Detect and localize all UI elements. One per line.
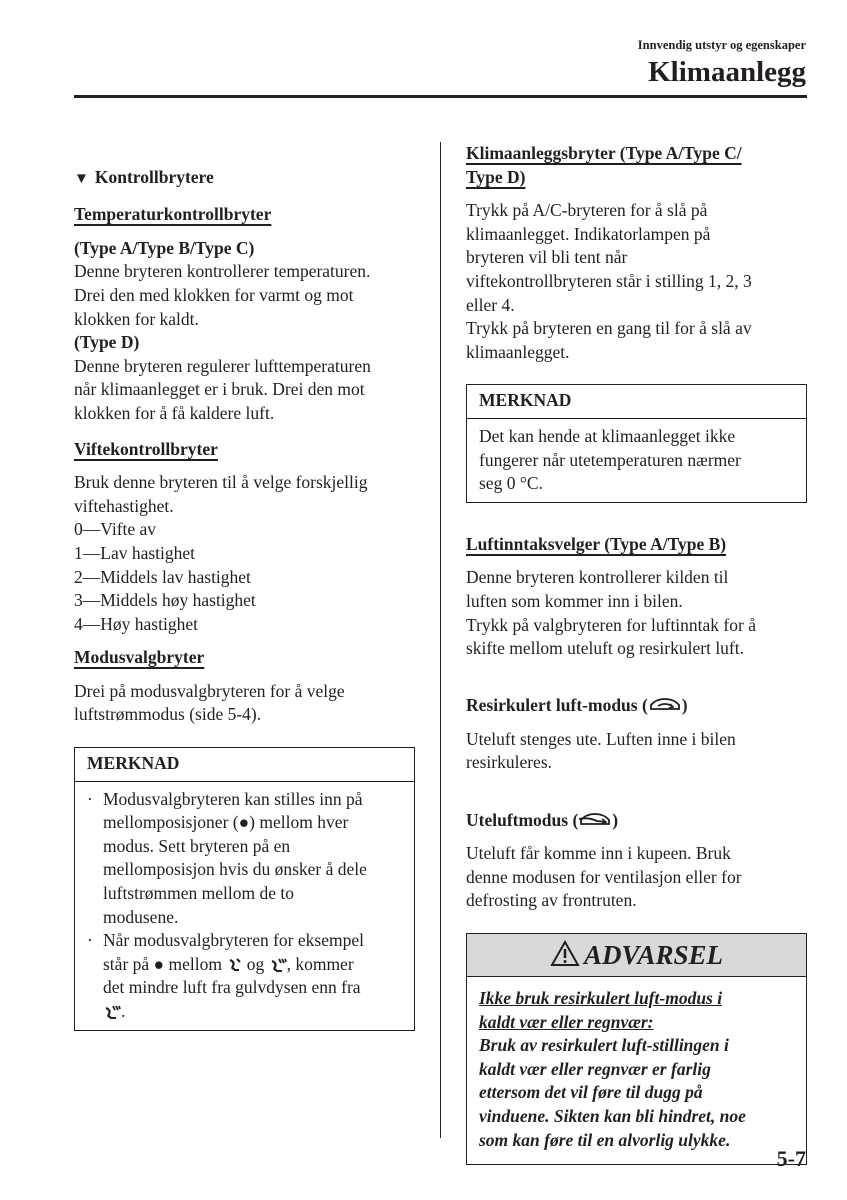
ac-text-2: Trykk på bryteren en gang til for å slå av klimaanlegget. xyxy=(466,318,752,362)
note-bullet2-part-d: . xyxy=(121,1001,126,1021)
right-column xyxy=(466,142,807,1165)
recirculation-car-icon xyxy=(648,696,682,714)
note-bullet: · Modusvalgbryteren kan stilles inn på mellomposisjoner (●) mellom hver modus. Sett bryteren på en mellomposisjon hvis du ønsker å dele luftstrømmen mellom de to modusene. xyxy=(87,788,367,927)
section-heading xyxy=(74,142,415,191)
note-box-mode xyxy=(74,747,415,1031)
running-header-title: Klimaanlegg xyxy=(648,56,806,88)
note-title: MERKNAD xyxy=(467,385,806,419)
outside-mode-label: Uteluftmodus ( xyxy=(466,809,579,830)
warning-header xyxy=(467,934,806,977)
ac-heading: Klimaanleggsbryter (Type A/Type C/ Type D) xyxy=(466,143,742,187)
warning-title: ADVARSEL xyxy=(583,940,724,971)
temp-type-abc-label: (Type A/Type B/Type C) xyxy=(74,237,255,258)
recirc-text: Uteluft stenges ute. Luften inne i bilen resirkuleres. xyxy=(466,728,736,773)
fan-speed-list xyxy=(74,518,415,636)
mode-text: Drei på modusvalgbryteren for å velge luftstrømmodus (side 5-4). xyxy=(74,680,345,725)
fan-speed-item: 2—Middels lav hastighet xyxy=(74,566,251,587)
note-bullet2-part-b: og xyxy=(242,953,269,974)
warning-triangle-icon xyxy=(550,940,580,967)
fan-speed-item: 4—Høy hastighet xyxy=(74,613,198,634)
note-body xyxy=(75,782,414,1030)
fan-speed-item: 3—Middels høy hastighet xyxy=(74,590,256,611)
ac-text-1: Trykk på A/C-bryteren for å slå på klimaanlegget. Indikatorlampen på bryteren vil bli tent når viftekontrollbryteren står i stilling 1, 2, 3 eller 4. xyxy=(466,200,752,315)
mode-heading: Modusvalgbryter xyxy=(74,647,205,668)
temp-type-d-label: (Type D) xyxy=(74,332,140,353)
fan-speed-item: 1—Lav hastighet xyxy=(74,542,196,563)
column-divider xyxy=(440,142,441,1138)
note-bullet2-part-c: , kommer det mindre luft fra gulvdysen enn fra xyxy=(103,953,361,998)
temp-type-abc-text: Denne bryteren kontrollerer temperaturen. Drei den med klokken for varmt og mot klokken for kaldt. xyxy=(74,261,371,329)
intake-heading: Luftinntaksvelger (Type A/Type B) xyxy=(466,533,727,554)
note-body: Det kan hende at klimaanlegget ikke fungerer når utetemperaturen nærmer seg 0 °C. xyxy=(479,425,741,494)
page-number: 5-7 xyxy=(776,1146,806,1171)
warning-text: Bruk av resirkulert luft-stillingen i kaldt vær eller regnvær er farlig ettersom det vil føre til dugg på vinduene. Sikten kan bli hindret, noe som kan føre til en alvorlig ulykke. xyxy=(479,1035,746,1150)
fan-text: Bruk denne bryteren til å velge forskjellig viftehastighet. xyxy=(74,472,368,516)
outside-mode-heading: Uteluftmodus ( ) xyxy=(466,809,619,830)
intake-text-1: Denne bryteren kontrollerer kilden til luften som kommer inn i bilen. xyxy=(466,567,729,611)
floor-defrost-mode-icon xyxy=(103,1004,121,1020)
warning-lead: Ikke bruk resirkulert luft-modus i kaldt vær eller regnvær: xyxy=(479,988,723,1032)
temp-heading: Temperaturkontrollbryter xyxy=(74,204,272,225)
temp-type-d-text: Denne bryteren regulerer lufttemperaturen når klimaanlegget er i bruk. Drei den mot klokken for å få kaldere luft. xyxy=(74,355,371,423)
note-bullet2-part-a: Når modusvalgbryteren for eksempel står på ● mellom xyxy=(103,930,364,974)
section-heading-label: Kontrollbrytere xyxy=(94,166,214,187)
left-column xyxy=(74,142,415,1031)
fan-heading: Viftekontrollbryter xyxy=(74,438,218,459)
note-box-ac xyxy=(466,384,807,502)
floor-mode-icon xyxy=(226,957,242,973)
outside-text: Uteluft får komme inn i kupeen. Bruk denne modusen for ventilasjon eller for defrosting av frontruten. xyxy=(466,843,742,911)
header-rule xyxy=(74,95,807,98)
note-title: MERKNAD xyxy=(75,748,414,782)
note-bullet: · Når modusvalgbryteren for eksempel står på ● mellom og , kommer det mindre luft fra gulvdysen enn fra . xyxy=(87,930,364,1021)
fan-speed-item: 0—Vifte av xyxy=(74,519,157,540)
warning-body xyxy=(467,977,806,1164)
floor-defrost-mode-icon xyxy=(269,957,287,973)
intake-text-2: Trykk på valgbryteren for luftinntak for å skifte mellom uteluft og resirkulert luft. xyxy=(466,614,756,659)
running-header-section: Innvendig utstyr og egenskaper xyxy=(637,38,806,52)
warning-box xyxy=(466,933,807,1165)
note-bullet-text: Modusvalgbryteren kan stilles inn på mellomposisjoner (●) mellom hver modus. Sett bryteren på en mellomposisjon hvis du ønsker å dele luftstrømmen mellom de to modusene. xyxy=(103,788,367,927)
triangle-down-icon: ▼ xyxy=(74,170,89,187)
recirc-mode-label: Resirkulert luft-modus ( xyxy=(466,695,648,716)
fresh-air-car-icon xyxy=(578,811,612,829)
recirc-mode-heading: Resirkulert luft-modus ( ) xyxy=(466,695,688,716)
